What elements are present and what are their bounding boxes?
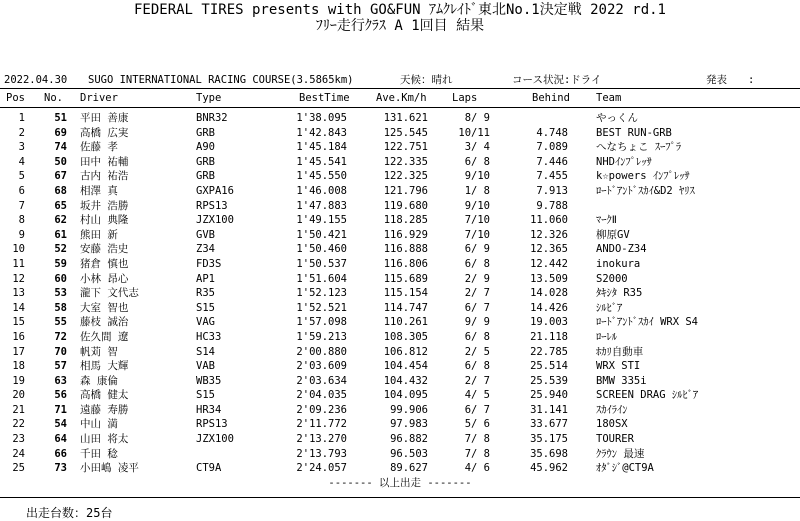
cell-team: ﾛｰﾄﾞｱﾝﾄﾞｽｶｲ WRX S4 xyxy=(596,316,699,329)
table-row xyxy=(0,301,800,316)
cell-driver: 佐久間 遼 xyxy=(80,330,129,343)
cell-team: BEST RUN-GRB xyxy=(596,126,672,139)
cell-type: HR34 xyxy=(196,403,222,416)
cell-driver: 瀧下 文代志 xyxy=(80,287,139,300)
cell-laps: 7/ 8 xyxy=(464,433,490,446)
cell-type: VAG xyxy=(196,316,215,329)
table-row xyxy=(0,155,800,170)
cell-team: ｸﾗｳﾝ 最速 xyxy=(596,447,645,460)
cell-pos: 2 xyxy=(18,126,25,139)
cell-behind: 7.089 xyxy=(536,141,568,154)
table-row xyxy=(0,345,800,360)
cell-no: 74 xyxy=(54,141,67,154)
cell-no: 68 xyxy=(54,184,67,197)
table-row xyxy=(0,359,800,374)
cell-behind: 11.060 xyxy=(530,214,568,227)
cell-laps: 6/ 8 xyxy=(464,257,490,270)
cell-behind: 7.913 xyxy=(536,184,568,197)
table-row xyxy=(0,169,800,184)
cell-team: ｵﾀﾞｼﾞ@CT9A xyxy=(596,462,654,475)
cell-type: WB35 xyxy=(196,374,222,387)
cell-behind: 33.677 xyxy=(530,418,568,431)
cell-avg: 114.747 xyxy=(383,301,428,314)
cell-laps: 1/ 8 xyxy=(464,184,490,197)
cell-team: ｼﾙﾋﾞｱ xyxy=(596,301,623,314)
header-laps: Laps xyxy=(452,92,478,104)
cell-laps: 9/10 xyxy=(464,170,490,183)
cell-best: 1'45.550 xyxy=(296,170,347,183)
cell-driver: 熊田 新 xyxy=(80,228,118,241)
header-best: BestTime xyxy=(299,92,350,104)
page-subtitle: ﾌﾘｰ走行ｸﾗｽ A 1回目 結果 xyxy=(315,18,485,34)
cell-team: ﾛｰﾄﾞｱﾝﾄﾞｽｶｲ&D2 ﾔﾘｽ xyxy=(596,184,695,197)
cell-driver: 佐藤 孝 xyxy=(80,141,118,154)
cell-no: 58 xyxy=(54,301,67,314)
cell-team: TOURER xyxy=(596,433,634,446)
cell-driver: 村山 典隆 xyxy=(80,214,129,227)
cell-no: 57 xyxy=(54,360,67,373)
cell-driver: 田中 祐輔 xyxy=(80,155,129,168)
cell-avg: 121.796 xyxy=(383,184,428,197)
header-team: Team xyxy=(596,92,622,104)
cell-best: 1'50.537 xyxy=(296,257,347,270)
cell-type: RPS13 xyxy=(196,418,228,431)
cell-type: Z34 xyxy=(196,243,215,256)
cell-laps: 6/ 7 xyxy=(464,403,490,416)
cell-best: 2'13.793 xyxy=(296,447,347,460)
cell-laps: 7/10 xyxy=(464,228,490,241)
cell-type: GRB xyxy=(196,170,215,183)
cell-pos: 11 xyxy=(12,257,25,270)
cell-behind: 7.446 xyxy=(536,155,568,168)
cell-laps: 8/ 9 xyxy=(464,112,490,124)
cell-team: S2000 xyxy=(596,272,628,285)
cell-pos: 25 xyxy=(12,462,25,475)
table-row xyxy=(0,388,800,403)
cell-best: 1'50.460 xyxy=(296,243,347,256)
weather: 天候：晴れ xyxy=(400,74,453,86)
cell-avg: 116.888 xyxy=(383,243,428,256)
cell-driver: 高橋 健太 xyxy=(80,389,129,402)
cell-pos: 14 xyxy=(12,301,25,314)
cell-behind: 4.748 xyxy=(536,126,568,139)
cell-behind: 45.962 xyxy=(530,462,568,475)
cell-avg: 122.325 xyxy=(383,170,428,183)
cell-best: 1'51.604 xyxy=(296,272,347,285)
cell-team: 柳原GV xyxy=(596,228,630,241)
cell-pos: 1 xyxy=(18,112,25,124)
cell-laps: 2/ 5 xyxy=(464,345,490,358)
cell-no: 52 xyxy=(54,243,67,256)
cell-type: HC33 xyxy=(196,330,222,343)
cell-avg: 104.454 xyxy=(383,360,428,373)
cell-no: 59 xyxy=(54,257,67,270)
cell-team: ﾎｶﾘ自動車 xyxy=(596,345,644,358)
divider xyxy=(0,107,800,108)
cell-team: BMW 335i xyxy=(596,374,647,387)
cell-avg: 110.261 xyxy=(383,316,428,329)
cell-type: R35 xyxy=(196,287,215,300)
cell-avg: 131.621 xyxy=(383,112,428,124)
cell-avg: 96.882 xyxy=(390,433,428,446)
cell-avg: 106.812 xyxy=(383,345,428,358)
cell-best: 1'49.155 xyxy=(296,214,347,227)
cell-behind: 13.509 xyxy=(530,272,568,285)
cell-behind: 21.118 xyxy=(530,330,568,343)
cell-team: inokura xyxy=(596,257,641,270)
cell-driver: 高橋 広実 xyxy=(80,126,129,139)
cell-pos: 22 xyxy=(12,418,25,431)
header-no: No. xyxy=(44,92,63,104)
cell-no: 66 xyxy=(54,447,67,460)
cell-type: JZX100 xyxy=(196,214,234,227)
header-pos: Pos xyxy=(6,92,25,104)
cell-behind: 22.785 xyxy=(530,345,568,358)
cell-type: S15 xyxy=(196,301,215,314)
cell-laps: 7/ 8 xyxy=(464,447,490,460)
table-row xyxy=(0,242,800,257)
cell-best: 1'38.095 xyxy=(296,112,347,124)
cell-pos: 10 xyxy=(12,243,25,256)
cell-best: 1'47.883 xyxy=(296,199,347,212)
cell-best: 1'46.008 xyxy=(296,184,347,197)
cell-avg: 96.503 xyxy=(390,447,428,460)
announce: 発表 : xyxy=(706,74,755,86)
cell-type: GRB xyxy=(196,126,215,139)
header-behind: Behind xyxy=(532,92,570,104)
cell-laps: 2/ 7 xyxy=(464,287,490,300)
cell-driver: 藤枝 誠治 xyxy=(80,316,129,329)
cell-no: 55 xyxy=(54,316,67,329)
results-table xyxy=(0,111,800,476)
cell-avg: 104.432 xyxy=(383,374,428,387)
table-row xyxy=(0,111,800,126)
cell-type: S14 xyxy=(196,345,215,358)
cell-no: 62 xyxy=(54,214,67,227)
cell-behind: 35.698 xyxy=(530,447,568,460)
cell-behind: 12.326 xyxy=(530,228,568,241)
cell-avg: 122.751 xyxy=(383,141,428,154)
cell-pos: 16 xyxy=(12,330,25,343)
cell-team: WRX STI xyxy=(596,360,641,373)
table-row xyxy=(0,228,800,243)
cell-pos: 13 xyxy=(12,287,25,300)
cell-type: CT9A xyxy=(196,462,222,475)
cell-no: 63 xyxy=(54,374,67,387)
cell-behind: 7.455 xyxy=(536,170,568,183)
cell-pos: 9 xyxy=(18,228,25,241)
cell-team: ﾏｰｸⅡ xyxy=(596,214,617,227)
cell-type: GRB xyxy=(196,155,215,168)
cell-best: 1'45.184 xyxy=(296,141,347,154)
cell-laps: 2/ 7 xyxy=(464,374,490,387)
table-row xyxy=(0,330,800,345)
cell-avg: 122.335 xyxy=(383,155,428,168)
cell-team: SCREEN DRAG ｼﾙﾋﾞｱ xyxy=(596,389,699,402)
cell-laps: 6/ 8 xyxy=(464,155,490,168)
cell-best: 1'52.521 xyxy=(296,301,347,314)
table-row xyxy=(0,272,800,287)
cell-avg: 97.983 xyxy=(390,418,428,431)
table-row xyxy=(0,403,800,418)
cell-driver: 大室 智也 xyxy=(80,301,129,314)
table-row xyxy=(0,199,800,214)
entry-count: 出走台数：25台 xyxy=(26,506,113,520)
cell-no: 73 xyxy=(54,462,67,475)
cell-laps: 4/ 5 xyxy=(464,389,490,402)
cell-pos: 23 xyxy=(12,433,25,446)
cell-best: 1'59.213 xyxy=(296,330,347,343)
cell-driver: 平田 善康 xyxy=(80,112,129,124)
cell-driver: 小田嶋 凌平 xyxy=(80,462,139,475)
cell-no: 65 xyxy=(54,199,67,212)
cell-avg: 116.929 xyxy=(383,228,428,241)
header-driver: Driver xyxy=(80,92,118,104)
cell-behind: 25.539 xyxy=(530,374,568,387)
cell-avg: 104.095 xyxy=(383,389,428,402)
cell-driver: 遠藤 寿勝 xyxy=(80,403,129,416)
cell-team: ANDO-Z34 xyxy=(596,243,647,256)
table-row xyxy=(0,257,800,272)
course-condition: コース状況:ドライ xyxy=(512,74,602,86)
cell-laps: 4/ 6 xyxy=(464,462,490,475)
cell-behind: 19.003 xyxy=(530,316,568,329)
cell-no: 64 xyxy=(54,433,67,446)
cell-best: 2'04.035 xyxy=(296,389,347,402)
table-row xyxy=(0,374,800,389)
cell-laps: 6/ 8 xyxy=(464,330,490,343)
cell-laps: 6/ 7 xyxy=(464,301,490,314)
table-row xyxy=(0,315,800,330)
cell-no: 69 xyxy=(54,126,67,139)
cell-laps: 7/10 xyxy=(464,214,490,227)
cell-driver: 山田 将太 xyxy=(80,433,129,446)
table-row xyxy=(0,461,800,476)
cell-no: 70 xyxy=(54,345,67,358)
table-row xyxy=(0,447,800,462)
cell-driver: 中山 満 xyxy=(80,418,118,431)
cell-pos: 20 xyxy=(12,389,25,402)
cell-pos: 8 xyxy=(18,214,25,227)
divider xyxy=(0,88,800,89)
cell-avg: 119.680 xyxy=(383,199,428,212)
cell-laps: 2/ 9 xyxy=(464,272,490,285)
cell-team: やっくん xyxy=(596,112,638,124)
cell-driver: 小林 昂心 xyxy=(80,272,129,285)
cell-behind: 9.788 xyxy=(536,199,568,212)
cell-no: 53 xyxy=(54,287,67,300)
divider xyxy=(0,497,800,498)
cell-no: 71 xyxy=(54,403,67,416)
cell-laps: 10/11 xyxy=(458,126,490,139)
cell-behind: 12.365 xyxy=(530,243,568,256)
cell-pos: 17 xyxy=(12,345,25,358)
cell-laps: 3/ 4 xyxy=(464,141,490,154)
cell-pos: 3 xyxy=(18,141,25,154)
cell-pos: 19 xyxy=(12,374,25,387)
cell-avg: 89.627 xyxy=(390,462,428,475)
cell-pos: 18 xyxy=(12,360,25,373)
cell-best: 1'45.541 xyxy=(296,155,347,168)
cell-type: S15 xyxy=(196,389,215,402)
cell-no: 51 xyxy=(54,112,67,124)
table-row xyxy=(0,140,800,155)
cell-pos: 4 xyxy=(18,155,25,168)
course: SUGO INTERNATIONAL RACING COURSE(3.5865km) xyxy=(88,74,354,86)
cell-no: 72 xyxy=(54,330,67,343)
cell-best: 1'42.843 xyxy=(296,126,347,139)
cell-team: へなちょこ ｽｰﾌﾟﾗ xyxy=(596,141,682,154)
cell-team: k☆powers ｲﾝﾌﾟﾚｯｻ xyxy=(596,170,690,183)
cell-type: GXPA16 xyxy=(196,184,234,197)
cell-pos: 6 xyxy=(18,184,25,197)
cell-best: 2'03.609 xyxy=(296,360,347,373)
cell-avg: 99.906 xyxy=(390,403,428,416)
cell-driver: 千田 稔 xyxy=(80,447,118,460)
cell-type: RPS13 xyxy=(196,199,228,212)
cell-avg: 125.545 xyxy=(383,126,428,139)
cell-pos: 5 xyxy=(18,170,25,183)
cell-team: ｽｶｲﾗｲﾝ xyxy=(596,403,628,416)
cell-no: 56 xyxy=(54,389,67,402)
date: 2022.04.30 xyxy=(4,74,68,86)
header-type: Type xyxy=(196,92,222,104)
cell-type: GVB xyxy=(196,228,215,241)
header-avg: Ave.Km/h xyxy=(376,92,427,104)
cell-pos: 12 xyxy=(12,272,25,285)
cell-driver: 森 康倫 xyxy=(80,374,118,387)
cell-avg: 115.689 xyxy=(383,272,428,285)
cell-avg: 116.806 xyxy=(383,257,428,270)
table-row xyxy=(0,432,800,447)
cell-laps: 6/ 9 xyxy=(464,243,490,256)
cell-type: JZX100 xyxy=(196,433,234,446)
cell-best: 2'09.236 xyxy=(296,403,347,416)
cell-best: 2'03.634 xyxy=(296,374,347,387)
cell-type: A90 xyxy=(196,141,215,154)
table-row xyxy=(0,126,800,141)
cell-behind: 31.141 xyxy=(530,403,568,416)
cell-no: 61 xyxy=(54,228,67,241)
cell-best: 1'57.098 xyxy=(296,316,347,329)
info-bar xyxy=(0,72,800,88)
cell-behind: 14.426 xyxy=(530,301,568,314)
cell-avg: 115.154 xyxy=(383,287,428,300)
cell-behind: 25.514 xyxy=(530,360,568,373)
cell-team: NHDｲﾝﾌﾟﾚｯｻ xyxy=(596,155,652,168)
cell-type: AP1 xyxy=(196,272,215,285)
cell-behind: 14.028 xyxy=(530,287,568,300)
cell-laps: 9/10 xyxy=(464,199,490,212)
cell-laps: 5/ 6 xyxy=(464,418,490,431)
cell-laps: 9/ 9 xyxy=(464,316,490,329)
cell-type: FD3S xyxy=(196,257,222,270)
cell-laps: 6/ 8 xyxy=(464,360,490,373)
cell-no: 67 xyxy=(54,170,67,183)
cell-best: 1'50.421 xyxy=(296,228,347,241)
table-header xyxy=(0,90,800,106)
table-row xyxy=(0,184,800,199)
cell-driver: 相澤 真 xyxy=(80,184,118,197)
cell-driver: 相馬 大輝 xyxy=(80,360,129,373)
cell-best: 2'13.270 xyxy=(296,433,347,446)
cell-behind: 25.940 xyxy=(530,389,568,402)
cell-no: 60 xyxy=(54,272,67,285)
cell-best: 2'00.880 xyxy=(296,345,347,358)
cell-driver: 坂井 浩勝 xyxy=(80,199,129,212)
cell-avg: 118.285 xyxy=(383,214,428,227)
cell-team: ﾛｰﾚﾙ xyxy=(596,330,617,343)
cell-pos: 7 xyxy=(18,199,25,212)
page-title: FEDERAL TIRES presents with GO&FUN ｱﾑｸﾚｲﾄﾞ東北No.1決定戦 2022 rd.1 xyxy=(133,2,666,18)
end-note: ------- 以上出走 ------- xyxy=(328,477,472,489)
cell-driver: 猪倉 慎也 xyxy=(80,257,129,270)
cell-team: 180SX xyxy=(596,418,628,431)
cell-driver: 安藤 浩史 xyxy=(80,243,129,256)
cell-type: VAB xyxy=(196,360,215,373)
cell-best: 2'11.772 xyxy=(296,418,347,431)
cell-driver: 古内 祐浩 xyxy=(80,170,129,183)
cell-type: BNR32 xyxy=(196,112,228,124)
cell-no: 50 xyxy=(54,155,67,168)
table-row xyxy=(0,213,800,228)
table-row xyxy=(0,417,800,432)
cell-best: 1'52.123 xyxy=(296,287,347,300)
cell-behind: 12.442 xyxy=(530,257,568,270)
cell-no: 54 xyxy=(54,418,67,431)
cell-pos: 21 xyxy=(12,403,25,416)
cell-pos: 24 xyxy=(12,447,25,460)
cell-behind: 35.175 xyxy=(530,433,568,446)
table-row xyxy=(0,286,800,301)
cell-avg: 108.305 xyxy=(383,330,428,343)
cell-best: 2'24.057 xyxy=(296,462,347,475)
cell-driver: 帆苅 智 xyxy=(80,345,118,358)
cell-pos: 15 xyxy=(12,316,25,329)
cell-team: ﾀｷｼﾀ R35 xyxy=(596,287,643,300)
